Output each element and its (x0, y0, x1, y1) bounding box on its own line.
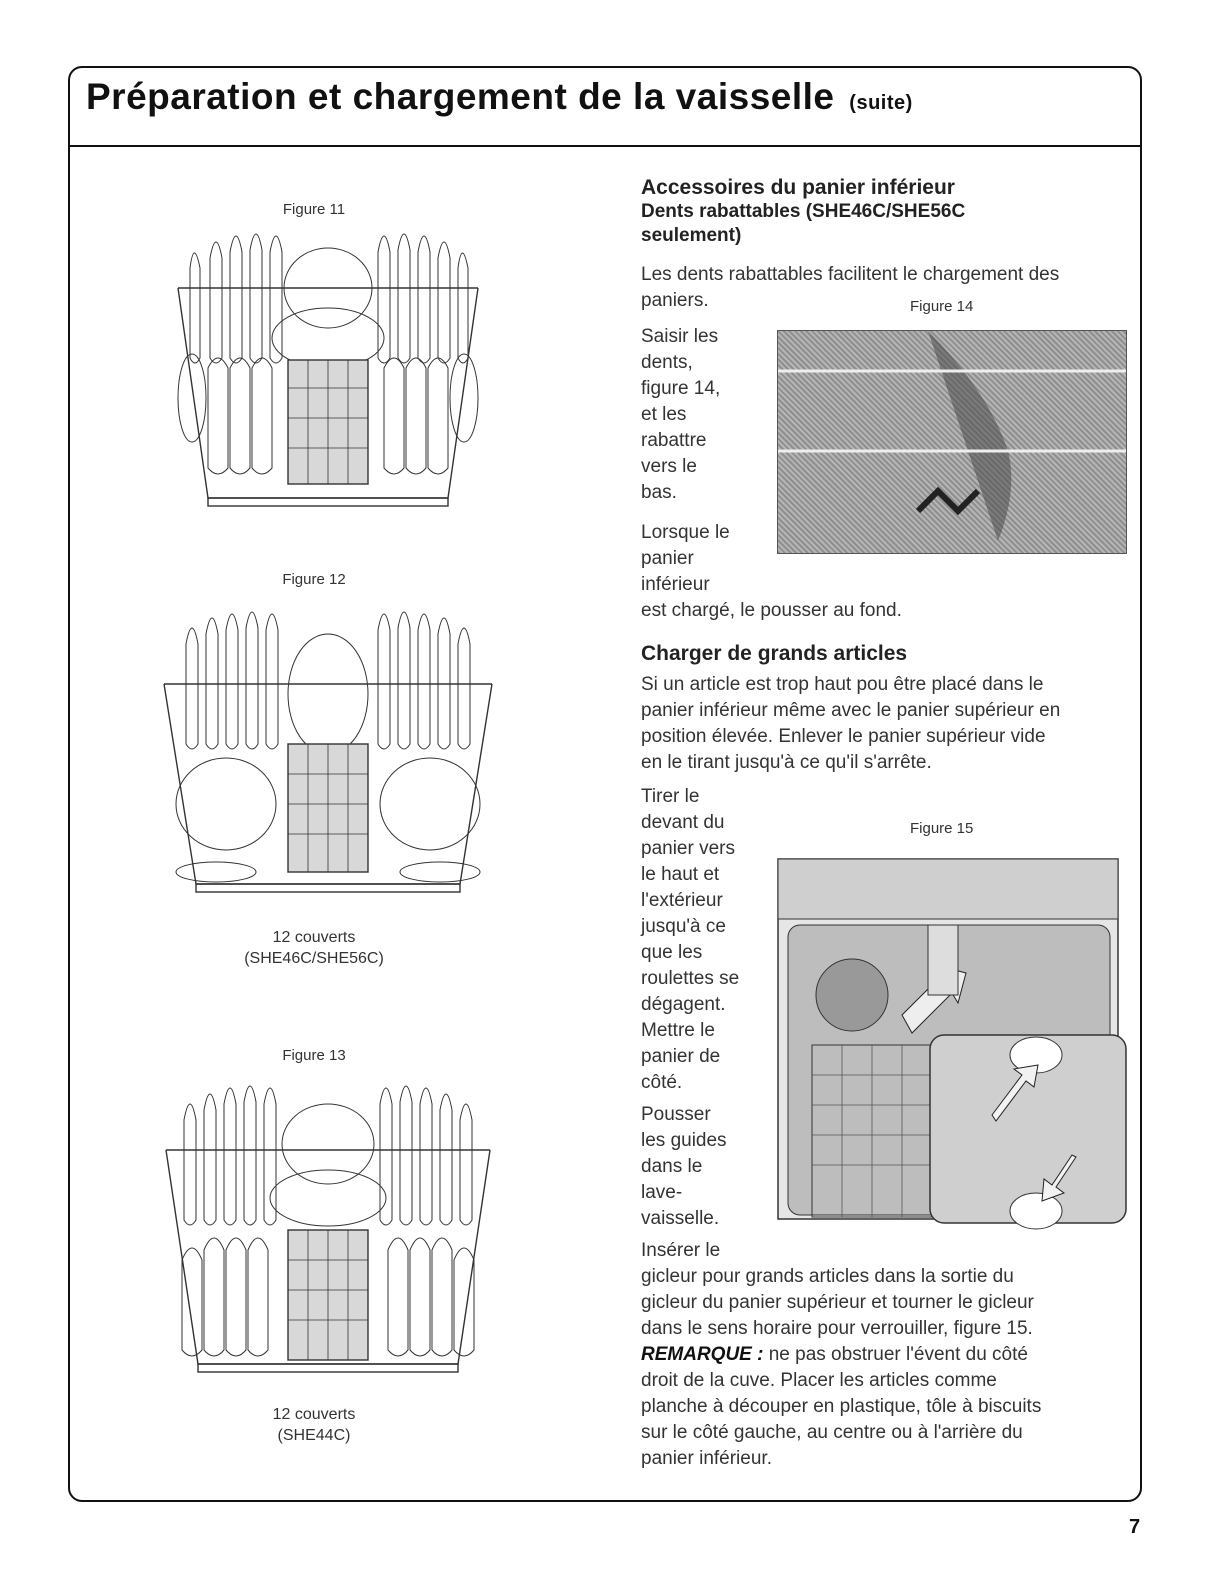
grab-line: figure 14, (641, 378, 721, 399)
title-suffix: (suite) (849, 92, 913, 114)
para-line: Si un article est trop haut pou être placé dans le (641, 674, 1044, 695)
pull-line: le haut et (641, 864, 720, 885)
figure-12-note-line-1: 12 couverts (272, 929, 356, 946)
figure-13-note (164, 1404, 464, 1446)
accessories-heading: Accessoires du panier inférieur (641, 176, 955, 199)
insert-line: gicleur du panier supérieur et tourner le gicleur (641, 1292, 1034, 1313)
figure-12-rack-illustration (156, 604, 500, 904)
folding-tines-heading: Dents rabattables (SHE46C/SHE56C seulement) (641, 201, 966, 246)
remarque-line: panier inférieur. (641, 1448, 772, 1469)
remarque-text (641, 1342, 1131, 1472)
title-text: Préparation et chargement de la vaisselle (86, 76, 835, 117)
page-title (86, 76, 913, 118)
figure-12-note-line-2: (SHE46C/SHE56C) (244, 950, 384, 967)
remarque-line: sur le côté gauche, au centre ou à l'arrière du (641, 1422, 1023, 1443)
loaded-line-end: est chargé, le pousser au fond. (641, 600, 902, 621)
insert-line: Insérer le (641, 1240, 721, 1261)
insert-sprayer-text (641, 1238, 1131, 1342)
grab-line: vers le (641, 456, 697, 477)
push-line: Pousser (641, 1104, 711, 1125)
loaded-line: Lorsque le (641, 522, 730, 543)
figure-13-caption: Figure 13 (282, 1047, 346, 1064)
figure-11-caption: Figure 11 (282, 201, 346, 218)
pull-line: panier vers (641, 838, 735, 859)
pull-line: côté. (641, 1072, 683, 1093)
insert-line: gicleur pour grands articles dans la sortie du (641, 1266, 1014, 1287)
accessories-intro (641, 262, 1131, 314)
pull-line: Tirer le (641, 786, 700, 807)
pull-line: Mettre le (641, 1020, 715, 1041)
large-items-section (641, 642, 1131, 776)
figure-13-note-line-2: (SHE44C) (277, 1427, 351, 1444)
pull-basket-text (641, 784, 739, 1096)
figure-12-caption: Figure 12 (282, 571, 346, 588)
figure-11-rack-illustration (168, 228, 488, 514)
loaded-line: inférieur (641, 574, 710, 595)
remarque-line: planche à découper en plastique, tôle à biscuits (641, 1396, 1042, 1417)
para-line: en le tirant jusqu'à ce qu'il s'arrête. (641, 752, 932, 773)
push-line: vaisselle. (641, 1208, 720, 1229)
figure-13-rack-illustration (158, 1080, 498, 1380)
grab-tines-text (641, 324, 720, 506)
grab-line: bas. (641, 482, 677, 503)
figure-12-note (164, 927, 464, 969)
page-number: 7 (1129, 1516, 1141, 1538)
grab-line: et les (641, 404, 687, 425)
para-line: panier inférieur même avec le panier supérieur en (641, 700, 1061, 721)
pull-line: panier de (641, 1046, 721, 1067)
grab-line: Saisir les (641, 326, 719, 347)
grab-line: rabattre (641, 430, 707, 451)
remarque-line: droit de la cuve. Placer les articles comme (641, 1370, 997, 1391)
remarque-label: REMARQUE : (641, 1344, 764, 1365)
push-line: lave- (641, 1182, 683, 1203)
accessories-section (641, 176, 1131, 248)
pull-line: roulettes se (641, 968, 740, 989)
pull-line: devant du (641, 812, 725, 833)
large-items-paragraph (641, 672, 1131, 776)
loaded-line: panier (641, 548, 694, 569)
remarque-first-line (641, 1342, 1131, 1368)
figure-15-caption: Figure 15 (910, 820, 974, 837)
large-items-heading: Charger de grands articles (641, 642, 908, 665)
pull-line: l'extérieur (641, 890, 723, 911)
para-line: position élevée. Enlever le panier supérieur vide (641, 726, 1046, 747)
push-line: les guides (641, 1130, 727, 1151)
figure-13-note-line-1: 12 couverts (272, 1406, 356, 1423)
loaded-text (641, 520, 902, 624)
intro-line-1: Les dents rabattables facilitent le chargement des (641, 264, 1060, 285)
grab-line: dents, (641, 352, 693, 373)
pull-line: que les (641, 942, 703, 963)
figure-14-caption: Figure 14 (910, 298, 974, 315)
push-line: dans le (641, 1156, 703, 1177)
remarque-line: ne pas obstruer l'évent du côté (768, 1344, 1028, 1365)
pull-line: dégagent. (641, 994, 726, 1015)
title-divider (68, 145, 1142, 147)
intro-line-2: paniers. (641, 290, 709, 311)
figure-15-illustration (772, 855, 1128, 1231)
insert-line: dans le sens horaire pour verrouiller, figure 15. (641, 1318, 1033, 1339)
push-guides-text (641, 1102, 727, 1232)
pull-line: jusqu'à ce (641, 916, 726, 937)
